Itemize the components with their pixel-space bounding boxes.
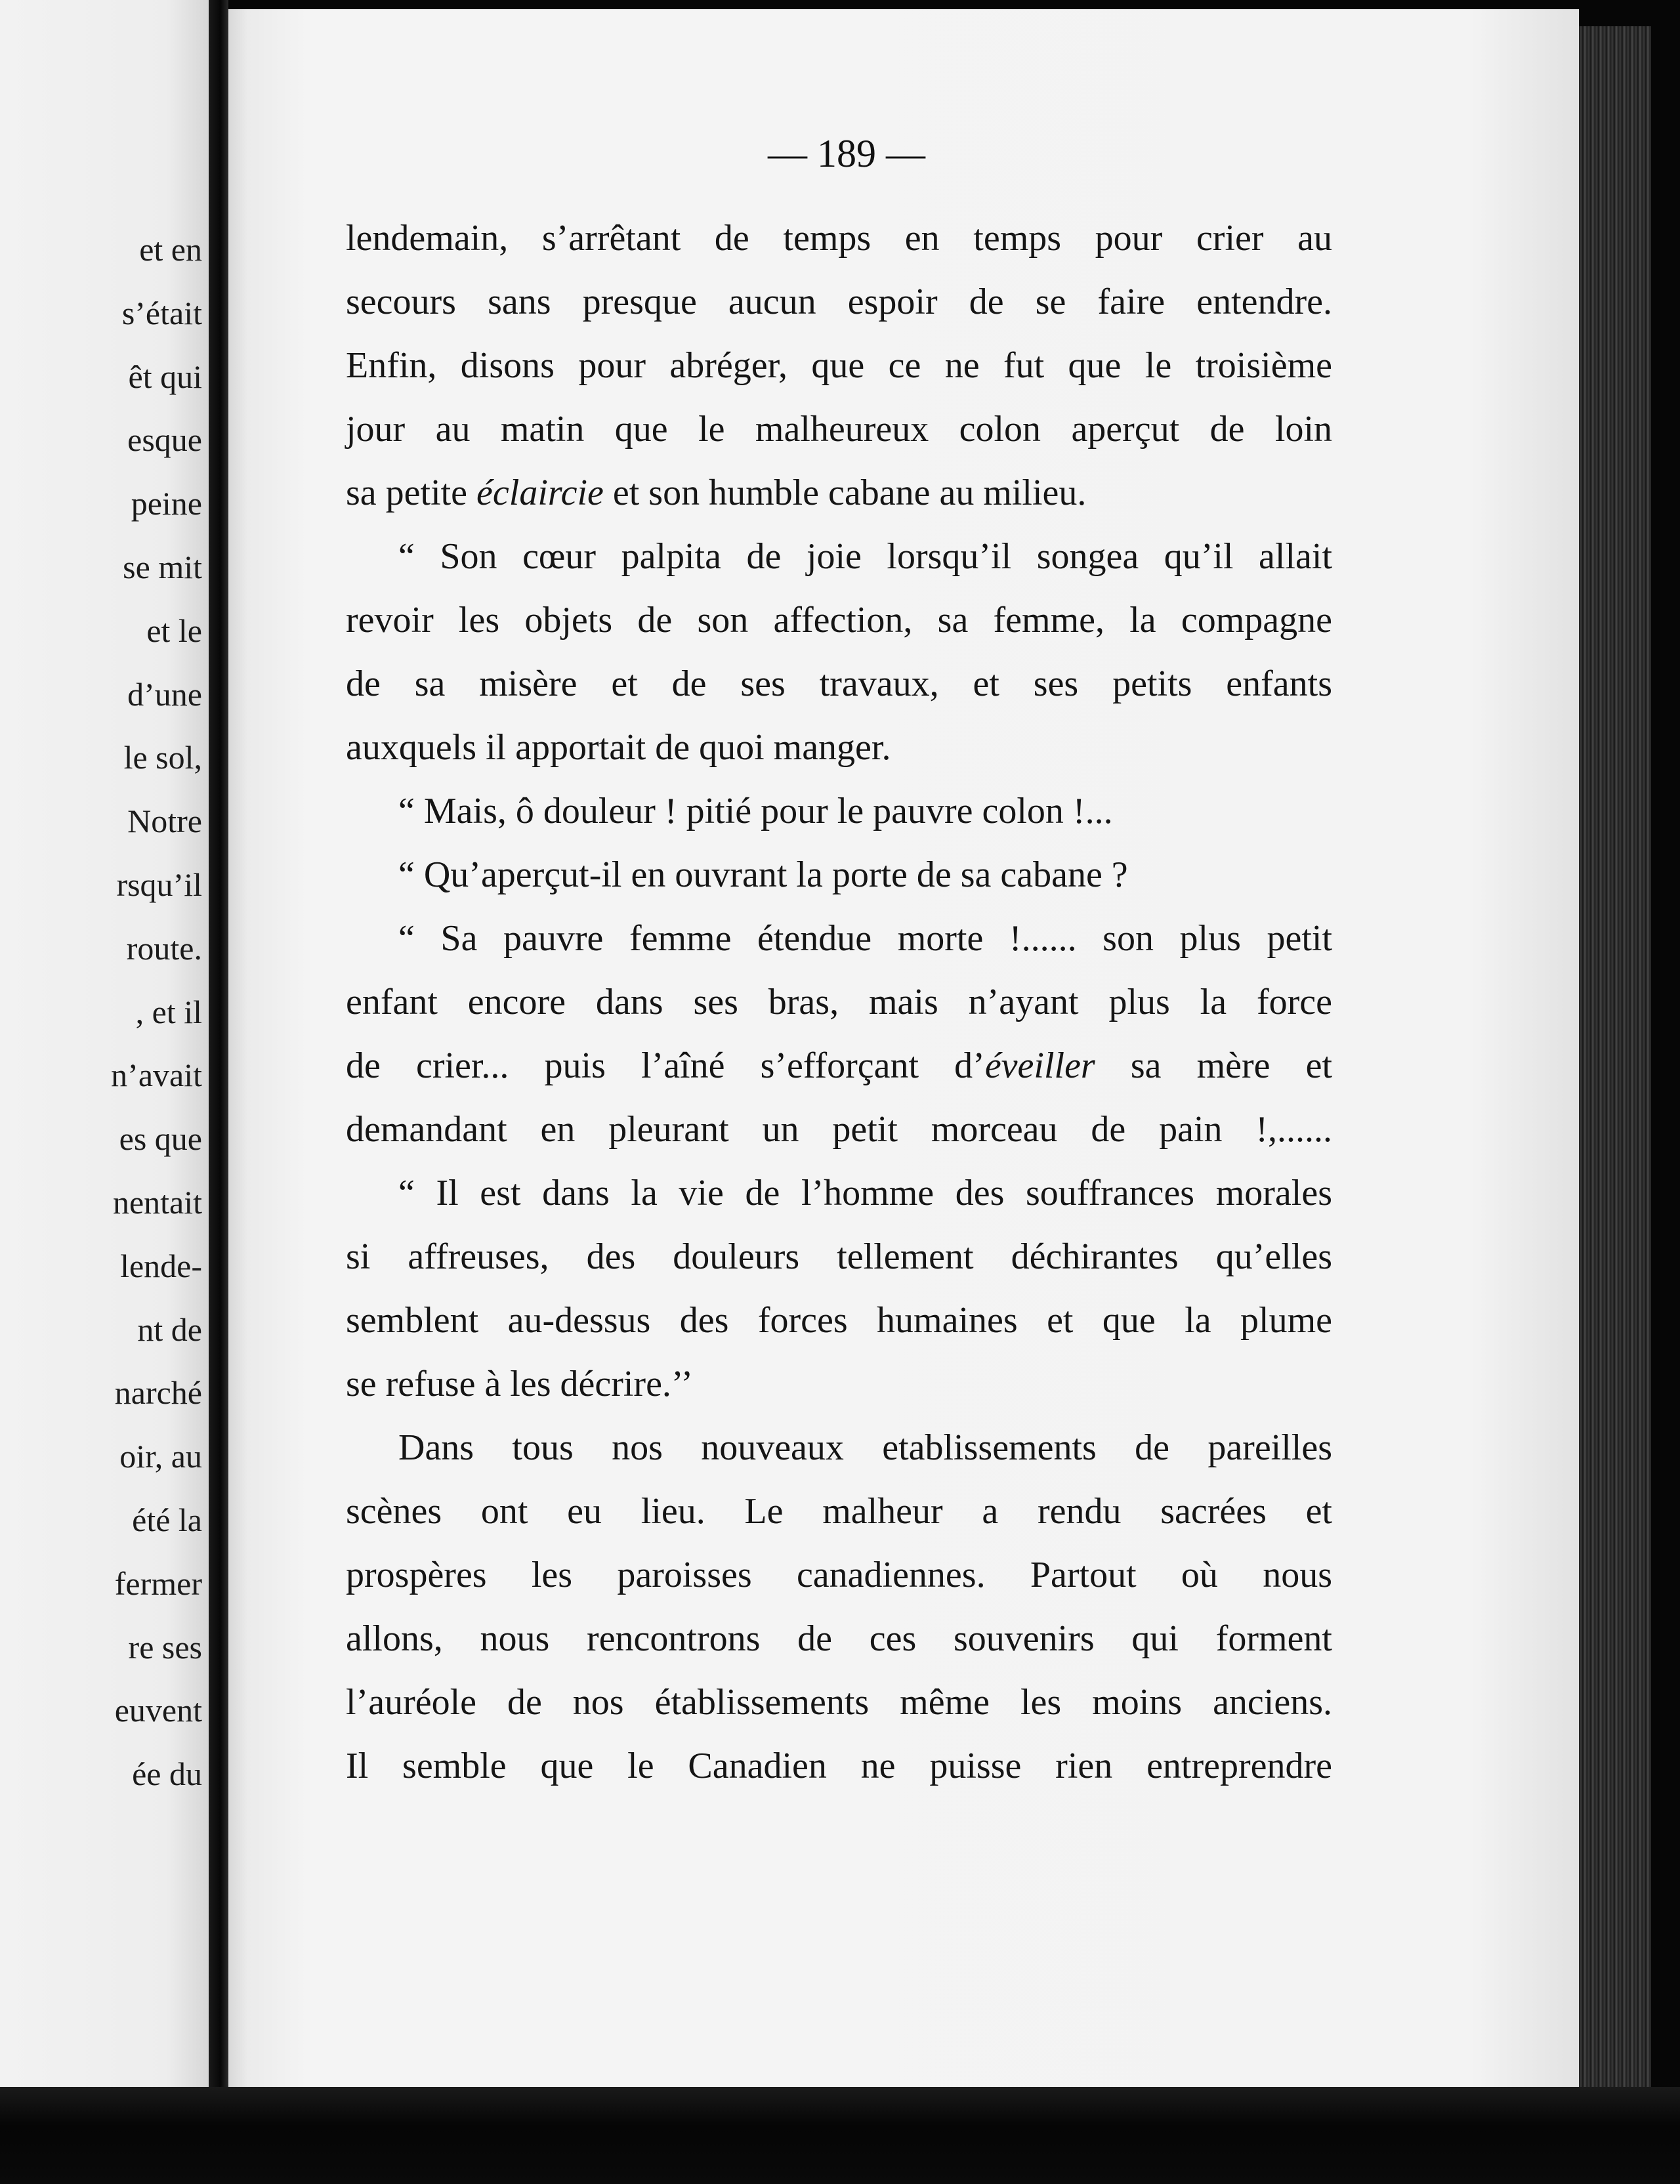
left-page-line: euvent (114, 1692, 202, 1729)
text-line: “ Son cœur palpita de joie lorsqu’il songea qu’il allait (398, 536, 1332, 577)
text-line: secours sans presque aucun espoir de se faire entendre. (346, 282, 1332, 322)
scan-bottom-border (0, 2087, 1680, 2184)
text-line: “ Sa pauvre femme étendue morte !...... son plus petit (398, 918, 1332, 959)
left-page-line: esque (127, 421, 202, 459)
left-page-line: fermer (114, 1564, 202, 1602)
text-line (346, 461, 1332, 525)
text-segment: sa petite (346, 472, 477, 513)
left-page-line: oir, au (119, 1438, 202, 1475)
left-page-line: nt de (137, 1311, 202, 1348)
text-segment: sa mère et (1095, 1045, 1333, 1086)
page-number: — 189 — (768, 132, 925, 175)
text-line: si affreuses, des douleurs tellement déchirantes qu’elles (346, 1236, 1332, 1277)
page-edges (1579, 26, 1651, 2093)
text-line: “ Mais, ô douleur ! pitié pour le pauvre colon !... (398, 791, 1113, 831)
text-segment: et son humble cabane au milieu. (603, 472, 1087, 513)
left-page-line: n’avait (111, 1057, 202, 1094)
left-page-line: , et il (135, 993, 202, 1030)
text-line: lendemain, s’arrêtant de temps en temps pour crier au (346, 218, 1332, 259)
left-page-line: le sol, (123, 739, 202, 776)
text-line: “ Qu’aperçut-il en ouvrant la porte de sa cabane ? (398, 854, 1128, 895)
left-page-line: et le (146, 612, 202, 649)
text-line: Dans tous nos nouveaux etablissements de pareilles (398, 1427, 1332, 1468)
text-segment: de crier... puis l’aîné s’efforçant d’ (346, 1045, 985, 1086)
left-page-line: d’une (127, 675, 202, 713)
left-page-line: Notre (127, 803, 202, 840)
left-page-line: re ses (128, 1628, 202, 1666)
left-page-line: lende- (120, 1247, 202, 1284)
text-line (346, 1034, 1332, 1098)
body-text (346, 207, 1332, 1798)
left-page-line: êt qui (128, 358, 202, 395)
text-line: jour au matin que le malheureux colon aperçut de loin (346, 409, 1332, 450)
text-line: revoir les objets de son affection, sa femme, la compagne (346, 600, 1332, 640)
left-page-line: et en (139, 231, 202, 268)
text-line: semblent au-dessus des forces humaines et que la plume (346, 1300, 1332, 1341)
left-page-line: rsqu’il (116, 866, 202, 903)
left-page-line: peine (131, 485, 202, 522)
left-page-line: es que (119, 1120, 202, 1158)
left-page-text (111, 218, 202, 1806)
text-line: “ Il est dans la vie de l’homme des souffrances morales (398, 1173, 1332, 1213)
book-gutter (209, 0, 228, 2100)
left-page-line: narché (114, 1374, 202, 1412)
left-page-line: été la (132, 1501, 202, 1538)
text-line: l’auréole de nos établissements même les moins anciens. (346, 1682, 1332, 1723)
left-page-line: s’était (121, 294, 202, 331)
left-page-line: ée du (132, 1755, 202, 1793)
italic-word: éclaircie (476, 472, 604, 513)
left-page-line: route. (126, 929, 202, 967)
text-line: scènes ont eu lieu. Le malheur a rendu sacrées et (346, 1491, 1332, 1532)
text-line: enfant encore dans ses bras, mais n’ayant plus la force (346, 982, 1332, 1022)
text-line: se refuse à les décrire.’’ (346, 1364, 694, 1404)
left-page-line: se mit (123, 548, 202, 585)
text-line: prospères les paroisses canadiennes. Partout où nous (346, 1555, 1332, 1595)
text-line: de sa misère et de ses travaux, et ses petits enfants (346, 663, 1332, 704)
text-line: auxquels il apportait de quoi manger. (346, 727, 891, 768)
text-line: Il semble que le Canadien ne puisse rien entreprendre (346, 1746, 1332, 1786)
text-line: demandant en pleurant un petit morceau de pain !,...... (346, 1109, 1332, 1150)
left-page-line: nentait (112, 1183, 202, 1221)
text-line: Enfin, disons pour abréger, que ce ne fut que le troisième (346, 345, 1332, 386)
text-line: allons, nous rencontrons de ces souvenirs qui forment (346, 1618, 1332, 1659)
left-page (0, 0, 209, 2100)
italic-word: éveiller (984, 1045, 1095, 1086)
